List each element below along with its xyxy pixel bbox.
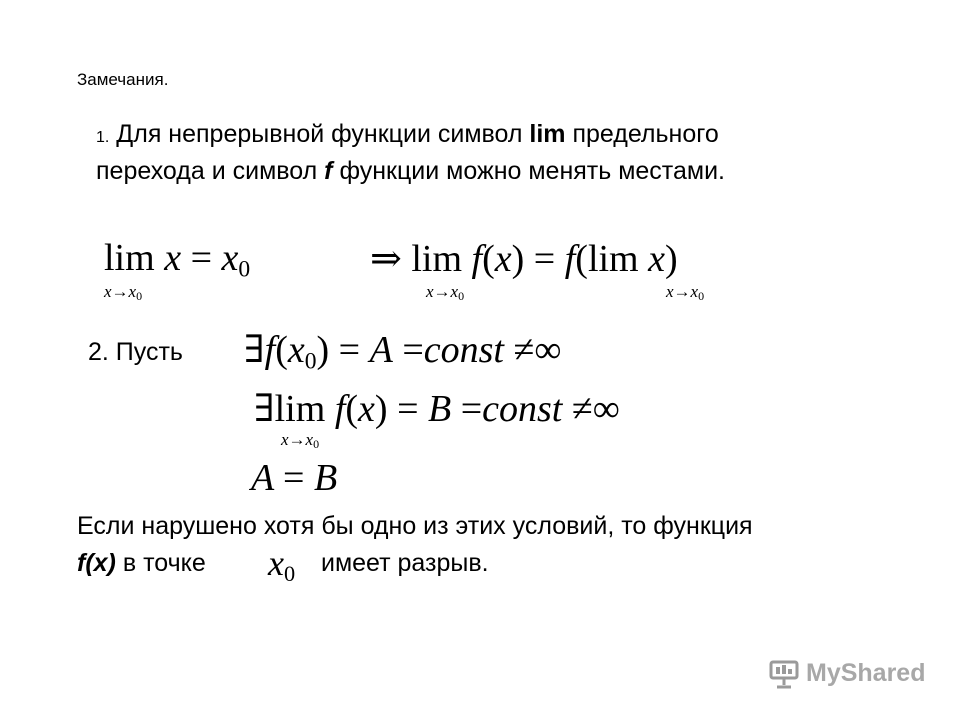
remark-1-number: 1.	[96, 129, 110, 146]
func-f: f	[471, 238, 483, 280]
remark-1-line-2	[96, 157, 725, 186]
remark-1-text-b: предельного	[565, 120, 719, 148]
condition-function-value: $\exists f(x_0) = A$ =const ≠∞	[244, 329, 562, 375]
conclusion-line-1: Если нарушено хотя бы одно из этих условий, то функция	[77, 512, 753, 540]
point-x0: $x_0$	[268, 543, 296, 587]
formula-limit-x	[104, 236, 250, 284]
lim-subscript-3: x→x0	[666, 282, 705, 303]
var-x: x	[164, 237, 182, 279]
remark-2-label: 2. Пусть	[88, 338, 183, 366]
condition-limit-value: ∃lim f(x) = B =const ≠∞	[254, 388, 620, 430]
conclusion-line-2: f(x) в точке	[77, 549, 206, 577]
var-x0: $x_0$	[221, 237, 251, 283]
lim-operator: lim	[587, 238, 639, 280]
watermark-text: MyShared	[806, 659, 926, 687]
condition-equality: A = B	[251, 457, 338, 499]
remark-1-line-1	[96, 120, 719, 149]
lim-operator: lim	[411, 238, 463, 280]
fx-text: f(x)	[77, 549, 116, 577]
remark-1-text-a: Для непрерывной функции символ	[116, 120, 530, 148]
func-f: f	[564, 238, 576, 280]
remark-1-text-c: перехода и символ	[96, 157, 325, 185]
equals-sign: =	[190, 237, 212, 279]
remark-1-text-d: функции можно менять местами.	[332, 157, 725, 185]
presentation-board-icon	[768, 657, 802, 691]
remarks-heading: Замечания.	[77, 70, 169, 89]
lim-subscript-4: x→x0	[281, 430, 320, 451]
lim-subscript-2: x→x0	[426, 282, 465, 303]
lim-symbol-text: lim	[529, 120, 566, 148]
formula-limit-swap: ⇒ lim f(x) = f(lim x)	[370, 238, 678, 280]
myshared-watermark	[768, 655, 928, 695]
f-symbol-text: f	[324, 157, 333, 185]
conclusion-tail: имеет разрыв.	[321, 549, 489, 577]
lim-subscript-1: x→x0	[104, 282, 143, 303]
equals-sign: =	[533, 238, 556, 280]
lim-operator: lim	[104, 237, 155, 279]
implies-arrow: ⇒	[370, 238, 402, 280]
